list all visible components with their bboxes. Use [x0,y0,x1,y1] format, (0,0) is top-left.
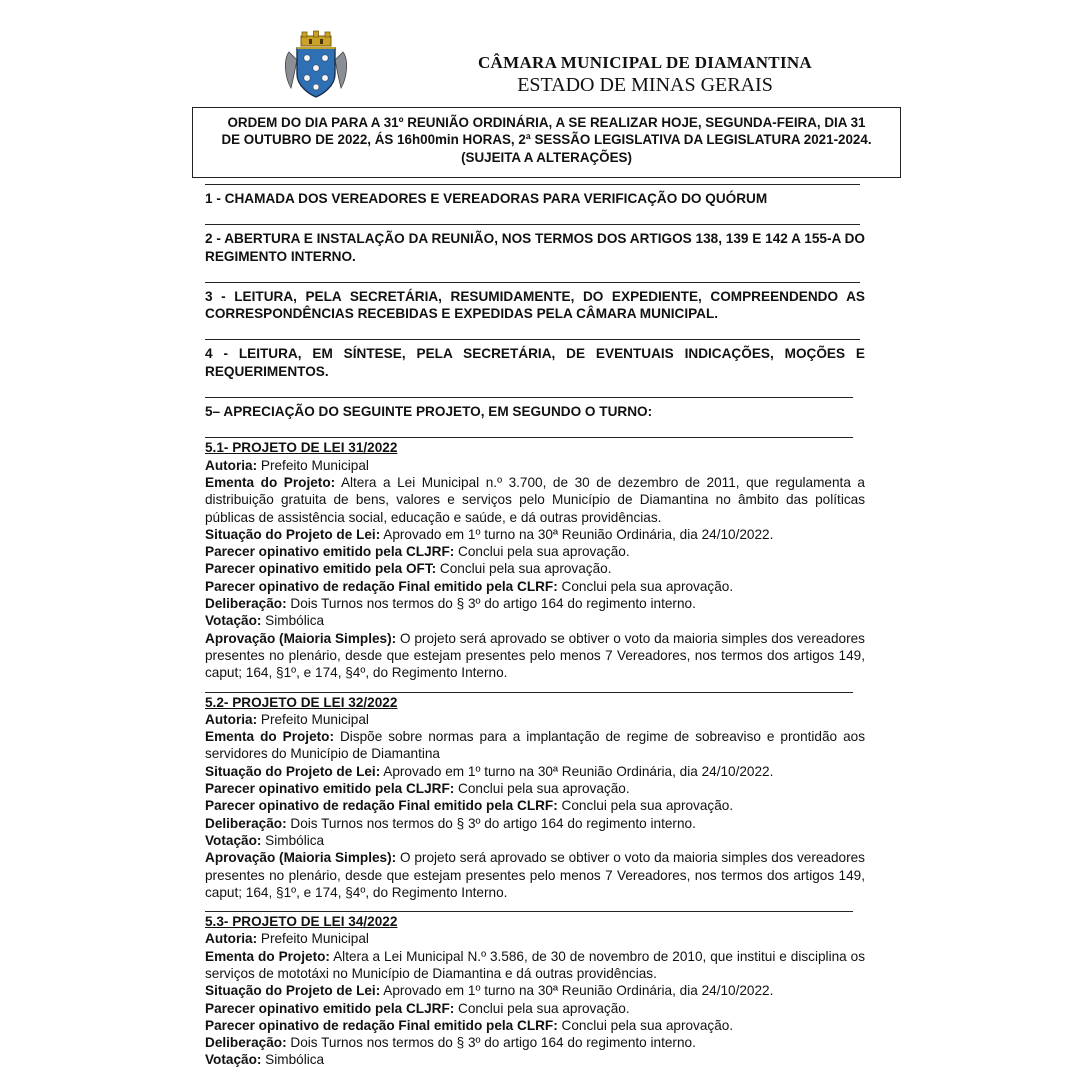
project-title: 5.2- PROJETO DE LEI 32/2022 [205,694,398,710]
project-field [205,1034,865,1051]
project-field [205,612,865,629]
field-label: Autoria: [205,711,258,727]
section-divider [205,282,860,283]
project-field [205,711,865,728]
field-label: Situação do Projeto de Lei: [205,983,381,999]
project-field [205,578,865,595]
project-divider [205,437,853,438]
institution-name: CÂMARA MUNICIPAL DE DIAMANTINA [477,53,813,72]
field-label: Parecer opinativo de redação Final emitido pela CLRF: [205,798,558,814]
field-value: O projeto será aprovado se obtiver o voto da maioria simples dos vereadores presentes no plenário, desde que estejam presentes pelo menos 7 Vereadores, nos termos dos artigos 149, caput; 164, §1º, e 174, §4º, do Regimento Interno. [205,850,865,900]
project-field [205,982,865,999]
field-label: Deliberação: [205,815,287,831]
field-value: Dispõe sobre normas para a implantação de regime de sobreaviso e prontidão aos servidores do Município de Diamantina [205,729,865,762]
field-label: Votação: [205,1052,262,1068]
field-label: Situação do Projeto de Lei: [205,526,381,542]
project-title: 5.3- PROJETO DE LEI 34/2022 [205,914,398,930]
section-divider [205,184,860,185]
project-field [205,1017,865,1034]
field-value: Conclui pela sua aprovação. [436,561,612,577]
field-value: Aprovado em 1º turno na 30ª Reunião Ordinária, dia 24/10/2022. [380,763,774,779]
field-label: Parecer opinativo emitido pela CLJRF: [205,781,455,797]
agenda-title-line-3: (SUJEITA A ALTERAÇÕES) [461,149,632,165]
field-label: Votação: [205,613,262,629]
project-field [205,763,865,780]
field-value: Conclui pela sua aprovação. [454,781,630,797]
field-value: Dois Turnos nos termos do § 3º do artigo 164 do regimento interno. [286,1035,696,1051]
field-value: Simbólica [261,613,325,629]
project-field [205,815,865,832]
document-header [0,0,1080,105]
field-label: Aprovação (Maioria Simples): [205,850,397,866]
field-label: Ementa do Projeto: [205,948,330,964]
project-field [205,1051,865,1068]
field-value: Conclui pela sua aprovação. [454,544,630,560]
section-divider [205,224,860,225]
project-field [205,832,865,849]
project-block [205,439,865,681]
field-label: Ementa do Projeto: [205,474,336,490]
field-value: Prefeito Municipal [257,931,369,947]
field-label: Deliberação: [205,596,287,612]
field-label: Parecer opinativo emitido pela CLJRF: [205,544,455,560]
project-field [205,457,865,474]
project-block [205,913,865,1069]
field-label: Autoria: [205,931,258,947]
agenda-item-3: 3 - LEITURA, PELA SECRETÁRIA, RESUMIDAMENTE, DO EXPEDIENTE, COMPREENDENDO AS CORRESPONDÊNCIAS RECEBIDAS E EXPEDIDAS PELA CÂMARA MUNICIPAL. [205,288,865,322]
project-divider [205,692,853,693]
field-label: Votação: [205,832,262,848]
agenda-item-5: 5– APRECIAÇÃO DO SEGUINTE PROJETO, EM SEGUNDO O TURNO: [205,404,653,420]
project-field [205,630,865,682]
project-block [205,694,865,902]
field-value: O projeto será aprovado se obtiver o voto da maioria simples dos vereadores presentes no plenário, desde que estejam presentes pelo menos 7 Vereadores, nos termos dos artigos 149, caput; 164, §1º, e 174, §4º, do Regimento Interno. [205,630,865,681]
field-value: Aprovado em 1º turno na 30ª Reunião Ordinária, dia 24/10/2022. [380,983,774,999]
agenda-content [205,184,865,1069]
field-value: Dois Turnos nos termos do § 3º do artigo 164 do regimento interno. [286,596,696,612]
project-field [205,595,865,612]
field-value: Prefeito Municipal [257,711,369,727]
field-label: Ementa do Projeto: [205,729,335,745]
project-field [205,780,865,797]
field-label: Parecer opinativo emitido pela CLJRF: [205,1000,455,1016]
state-name: ESTADO DE MINAS GERAIS [517,74,773,96]
project-divider [205,911,853,912]
agenda-item-4: 4 - LEITURA, EM SÍNTESE, PELA SECRETÁRIA, DE EVENTUAIS INDICAÇÕES, MOÇÕES E REQUERIMENTOS. [205,346,865,379]
field-label: Situação do Projeto de Lei: [205,763,381,779]
coat-of-arms-icon [283,30,349,100]
field-label: Deliberação: [205,1035,287,1051]
project-field [205,930,865,947]
project-field [205,543,865,560]
field-value: Conclui pela sua aprovação. [454,1000,630,1016]
field-value: Simbólica [261,1052,325,1068]
project-field [205,797,865,814]
section-divider [205,339,860,340]
field-value: Conclui pela sua aprovação. [557,1017,734,1033]
field-value: Conclui pela sua aprovação. [557,578,734,594]
field-value: Prefeito Municipal [257,457,369,473]
project-field [205,948,865,983]
project-field [205,526,865,543]
project-field [205,474,865,526]
field-value: Simbólica [261,832,325,848]
field-value: Altera a Lei Municipal n.º 3.700, de 30 de dezembro de 2011, que regulamenta a distribuição gratuita de bens, valores e serviços pelo Município de Diamantina no âmbito das políticas públicas de assistência social, educação e saúde, e dá outras providências. [205,474,865,525]
field-label: Autoria: [205,457,258,473]
project-title: 5.1- PROJETO DE LEI 31/2022 [205,440,398,456]
field-label: Parecer opinativo de redação Final emitido pela CLRF: [205,1017,558,1033]
field-label: Aprovação (Maioria Simples): [205,630,397,646]
project-field [205,849,865,901]
agenda-item-2: 2 - ABERTURA E INSTALAÇÃO DA REUNIÃO, NOS TERMOS DOS ARTIGOS 138, 139 E 142 A 155-A DO REGIMENTO INTERNO. [205,231,865,264]
agenda-item-1: 1 - CHAMADA DOS VEREADORES E VEREADORAS PARA VERIFICAÇÃO DO QUÓRUM [205,191,768,206]
project-field [205,1000,865,1017]
field-label: Parecer opinativo de redação Final emitido pela CLRF: [205,578,558,594]
field-value: Aprovado em 1º turno na 30ª Reunião Ordinária, dia 24/10/2022. [380,526,774,542]
field-value: Dois Turnos nos termos do § 3º do artigo 164 do regimento interno. [286,815,696,831]
agenda-title-line-1: ORDEM DO DIA PARA A 31º REUNIÃO ORDINÁRIA, A SE REALIZAR HOJE, SEGUNDA-FEIRA, DIA 31 [227,115,866,130]
agenda-title-box [192,107,901,178]
field-label: Parecer opinativo emitido pela OFT: [205,561,437,577]
field-value: Altera a Lei Municipal N.º 3.586, de 30 de novembro de 2010, que institui e disciplina os serviços de mototáxi no Município de Diamantina e dá outras providências. [205,948,865,981]
agenda-title-line-2: DE OUTUBRO DE 2022, ÁS 16h00min HORAS, 2ª SESSÃO LEGISLATIVA DA LEGISLATURA 2021-2024. [221,132,872,148]
project-field [205,728,865,763]
project-field [205,560,865,577]
field-value: Conclui pela sua aprovação. [557,798,734,814]
section-divider [205,397,853,398]
